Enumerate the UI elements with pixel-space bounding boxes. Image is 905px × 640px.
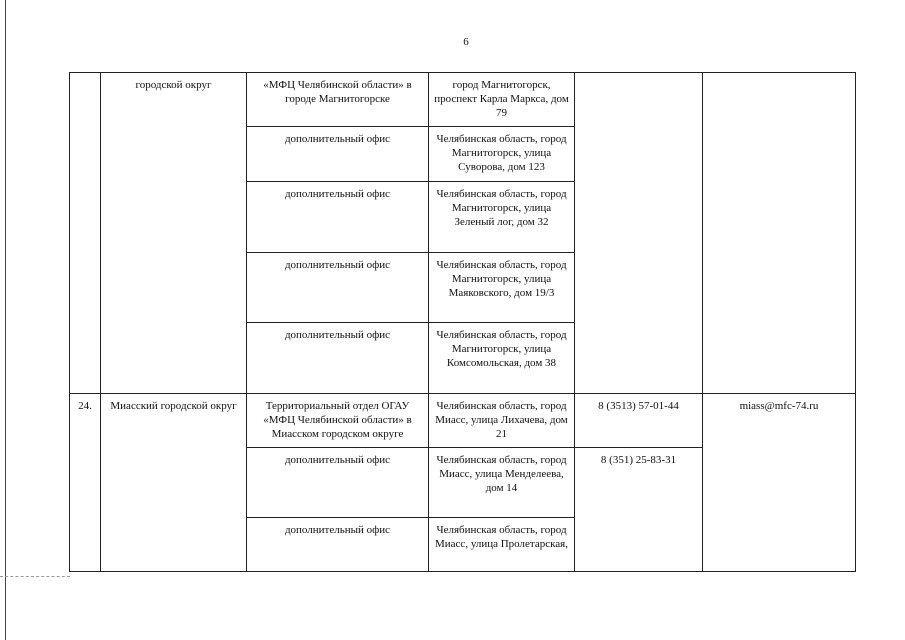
- row-number-cell: [70, 73, 101, 394]
- address-cell: Челябинская область, город Магнитогорск, улица Зеленый лог, дом 32: [429, 182, 575, 253]
- scan-artifact-line: [0, 576, 70, 577]
- email-cell: miass@mfc-74.ru: [703, 394, 856, 572]
- address-cell: город Магнитогорск, проспект Карла Маркса, дом 79: [429, 73, 575, 127]
- municipality-cell: Миасский городской округ: [101, 394, 247, 572]
- address-cell: Челябинская область, город Миасс, улица Пролетарская,: [429, 518, 575, 572]
- address-cell: Челябинская область, город Миасс, улица Менделеева, дом 14: [429, 448, 575, 518]
- address-cell: Челябинская область, город Магнитогорск, улица Суворова, дом 123: [429, 127, 575, 182]
- email-cell: [703, 73, 856, 394]
- mfc-offices-table: [69, 72, 856, 572]
- office-name-cell: «МФЦ Челябинской области» в городе Магнитогорске: [247, 73, 429, 127]
- office-name-cell: дополнительный офис: [247, 448, 429, 518]
- address-cell: Челябинская область, город Миасс, улица Лихачева, дом 21: [429, 394, 575, 448]
- office-name-cell: дополнительный офис: [247, 253, 429, 323]
- phone-cell: 8 (3513) 57-01-44: [575, 394, 703, 448]
- address-cell: Челябинская область, город Магнитогорск, улица Комсомольская, дом 38: [429, 323, 575, 394]
- phone-cell: [575, 73, 703, 394]
- table-row: [70, 394, 856, 448]
- table-row: [70, 73, 856, 127]
- page-edge-line: [5, 0, 6, 640]
- office-name-cell: дополнительный офис: [247, 182, 429, 253]
- address-cell: Челябинская область, город Магнитогорск, улица Маяковского, дом 19/3: [429, 253, 575, 323]
- phone-cell: 8 (351) 25-83-31: [575, 448, 703, 572]
- row-number-cell: 24.: [70, 394, 101, 572]
- office-name-cell: дополнительный офис: [247, 518, 429, 572]
- municipality-cell: городской округ: [101, 73, 247, 394]
- office-name-cell: дополнительный офис: [247, 323, 429, 394]
- page-number: 6: [463, 36, 469, 48]
- office-name-cell: Территориальный отдел ОГАУ «МФЦ Челябинской области» в Миасском городском округе: [247, 394, 429, 448]
- office-name-cell: дополнительный офис: [247, 127, 429, 182]
